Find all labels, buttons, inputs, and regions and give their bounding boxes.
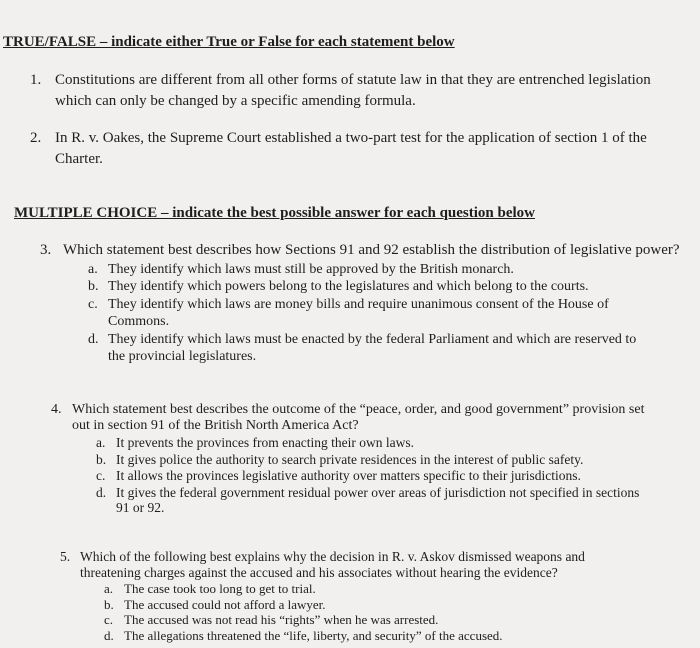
question-text: In R. v. Oakes, the Supreme Court established a two-part test for the application of section 1 of the [55, 130, 647, 146]
question-text: out in section 91 of the British North America Act? [72, 418, 359, 433]
option-text: The case took too long to get to trial. [124, 581, 316, 596]
option-letter: a. [96, 435, 106, 450]
question-number: 5. [60, 549, 71, 564]
option-letter: c. [88, 297, 98, 312]
option-letter: b. [88, 279, 99, 294]
option-letter: a. [88, 262, 98, 277]
question-number: 4. [51, 402, 62, 417]
option-text: They identify which laws are money bills and require unanimous consent of the House of [108, 297, 609, 312]
question-text: threatening charges against the accused and his associates without hearing the evidence? [80, 565, 558, 580]
option-letter: c. [104, 612, 114, 627]
option-text: It gives police the authority to search private residences in the interest of public safety. [116, 452, 584, 467]
question-number: 2. [30, 130, 42, 146]
option-letter: b. [104, 597, 114, 612]
question-text: Which of the following best explains why the decision in R. v. Askov dismissed weapons and [80, 549, 585, 564]
option-text: The accused could not afford a lawyer. [124, 597, 326, 612]
option-text: Commons. [108, 314, 170, 329]
question-number: 1. [30, 72, 42, 88]
option-text: It prevents the provinces from enacting their own laws. [116, 435, 415, 450]
option-text: It gives the federal government residual power over areas of jurisdiction not specified in sections [116, 485, 640, 500]
section-heading-true-false: TRUE/FALSE – indicate either True or False for each statement below [3, 34, 455, 50]
question-text: Which statement best describes how Sections 91 and 92 establish the distribution of legislative power? [63, 242, 680, 258]
option-letter: d. [104, 628, 114, 643]
option-text: the provincial legislatures. [108, 349, 257, 364]
option-text: 91 or 92. [116, 500, 165, 515]
section-heading-multiple-choice: MULTIPLE CHOICE – indicate the best possible answer for each question below [14, 205, 536, 221]
option-text: They identify which powers belong to the legislatures and which belong to the courts. [108, 279, 589, 294]
question-text: Constitutions are different from all other forms of statute law in that they are entrenched legislation [55, 72, 651, 88]
question-text: Which statement best describes the outcome of the “peace, order, and good government” provision set [72, 402, 645, 417]
option-text: The accused was not read his “rights” when he was arrested. [124, 612, 439, 627]
option-text: It allows the provinces legislative authority over matters specific to their jurisdictions. [116, 468, 581, 483]
option-letter: b. [96, 452, 107, 467]
question-text: Charter. [55, 151, 103, 167]
option-letter: d. [88, 332, 99, 347]
option-text: They identify which laws must be enacted by the federal Parliament and which are reserved to [108, 332, 637, 347]
option-text: The allegations threatened the “life, liberty, and security” of the accused. [124, 628, 503, 643]
option-letter: a. [104, 581, 114, 596]
option-text: They identify which laws must still be approved by the British monarch. [108, 262, 514, 277]
option-letter: c. [96, 468, 106, 483]
question-number: 3. [40, 242, 52, 258]
question-text: which can only be changed by a specific amending formula. [55, 93, 416, 109]
option-letter: d. [96, 485, 107, 500]
